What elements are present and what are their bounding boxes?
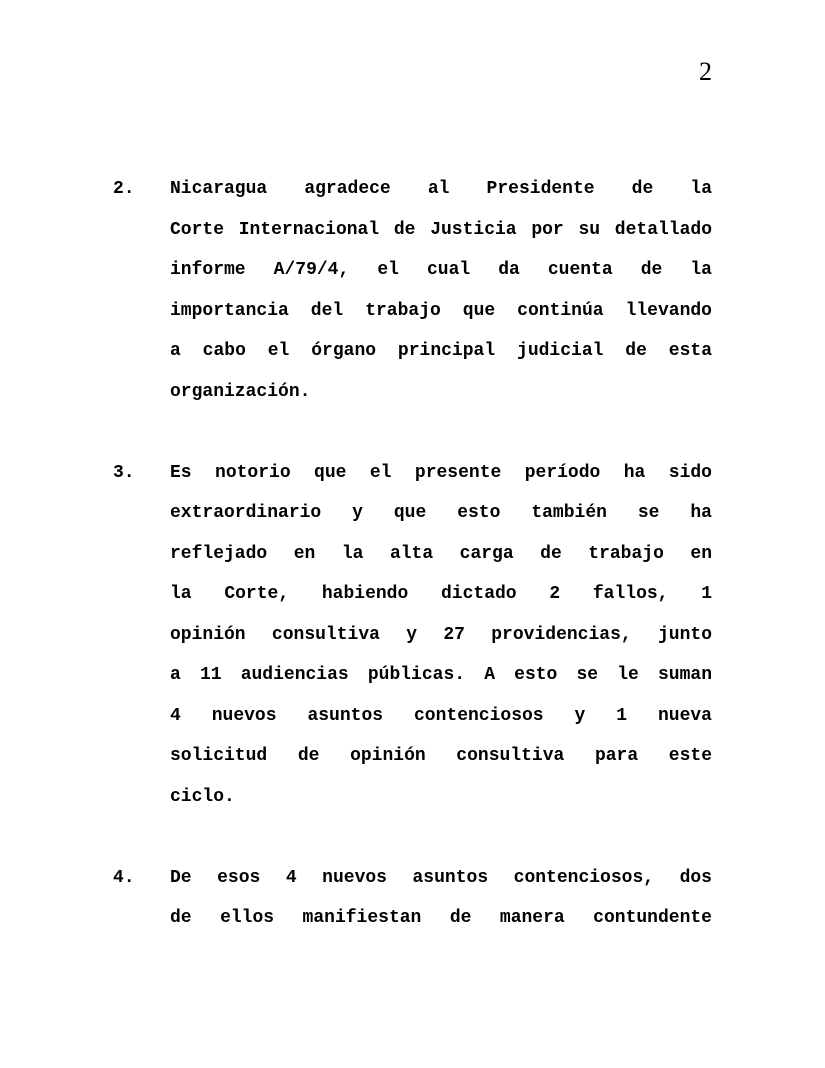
text-line: Es notorio que el presente período ha sido [170, 462, 712, 483]
text-line: Nicaragua agradece al Presidente de la [170, 179, 712, 199]
text-line: opinión consultiva y 27 providencias, junto [170, 624, 712, 645]
text-line: importancia del trabajo que continúa llevando [170, 300, 712, 321]
paragraph-number: 3. [113, 462, 135, 483]
text-line: extraordinario y que esto también se ha [170, 503, 712, 523]
text-line: informe A/79/4, el cual da cuenta de la [170, 260, 712, 280]
paragraph-number: 4. [113, 867, 135, 888]
text-line: a 11 audiencias públicas. A esto se le suman [170, 665, 712, 685]
page-number: 2 [699, 57, 712, 86]
text-line: reflejado en la alta carga de trabajo en [170, 543, 712, 564]
text-line: 4 nuevos asuntos contenciosos y 1 nueva [170, 705, 712, 726]
paragraph-3 [113, 453, 712, 818]
text-line: Corte Internacional de Justicia por su detallado [170, 219, 712, 240]
text-line: De esos 4 nuevos asuntos contenciosos, dos [170, 867, 712, 888]
text-line: ciclo. [170, 786, 235, 807]
paragraph-4 [113, 858, 712, 939]
text-line: solicitud de opinión consultiva para este [170, 746, 712, 766]
text-line: a cabo el órgano principal judicial de esta [170, 341, 712, 361]
document-body [113, 169, 712, 939]
paragraph-2 [113, 169, 712, 412]
text-line: de ellos manifiestan de manera contundente [170, 908, 712, 928]
text-line: organización. [170, 381, 311, 402]
text-line: la Corte, habiendo dictado 2 fallos, 1 [170, 584, 712, 604]
paragraph-number: 2. [113, 179, 135, 199]
